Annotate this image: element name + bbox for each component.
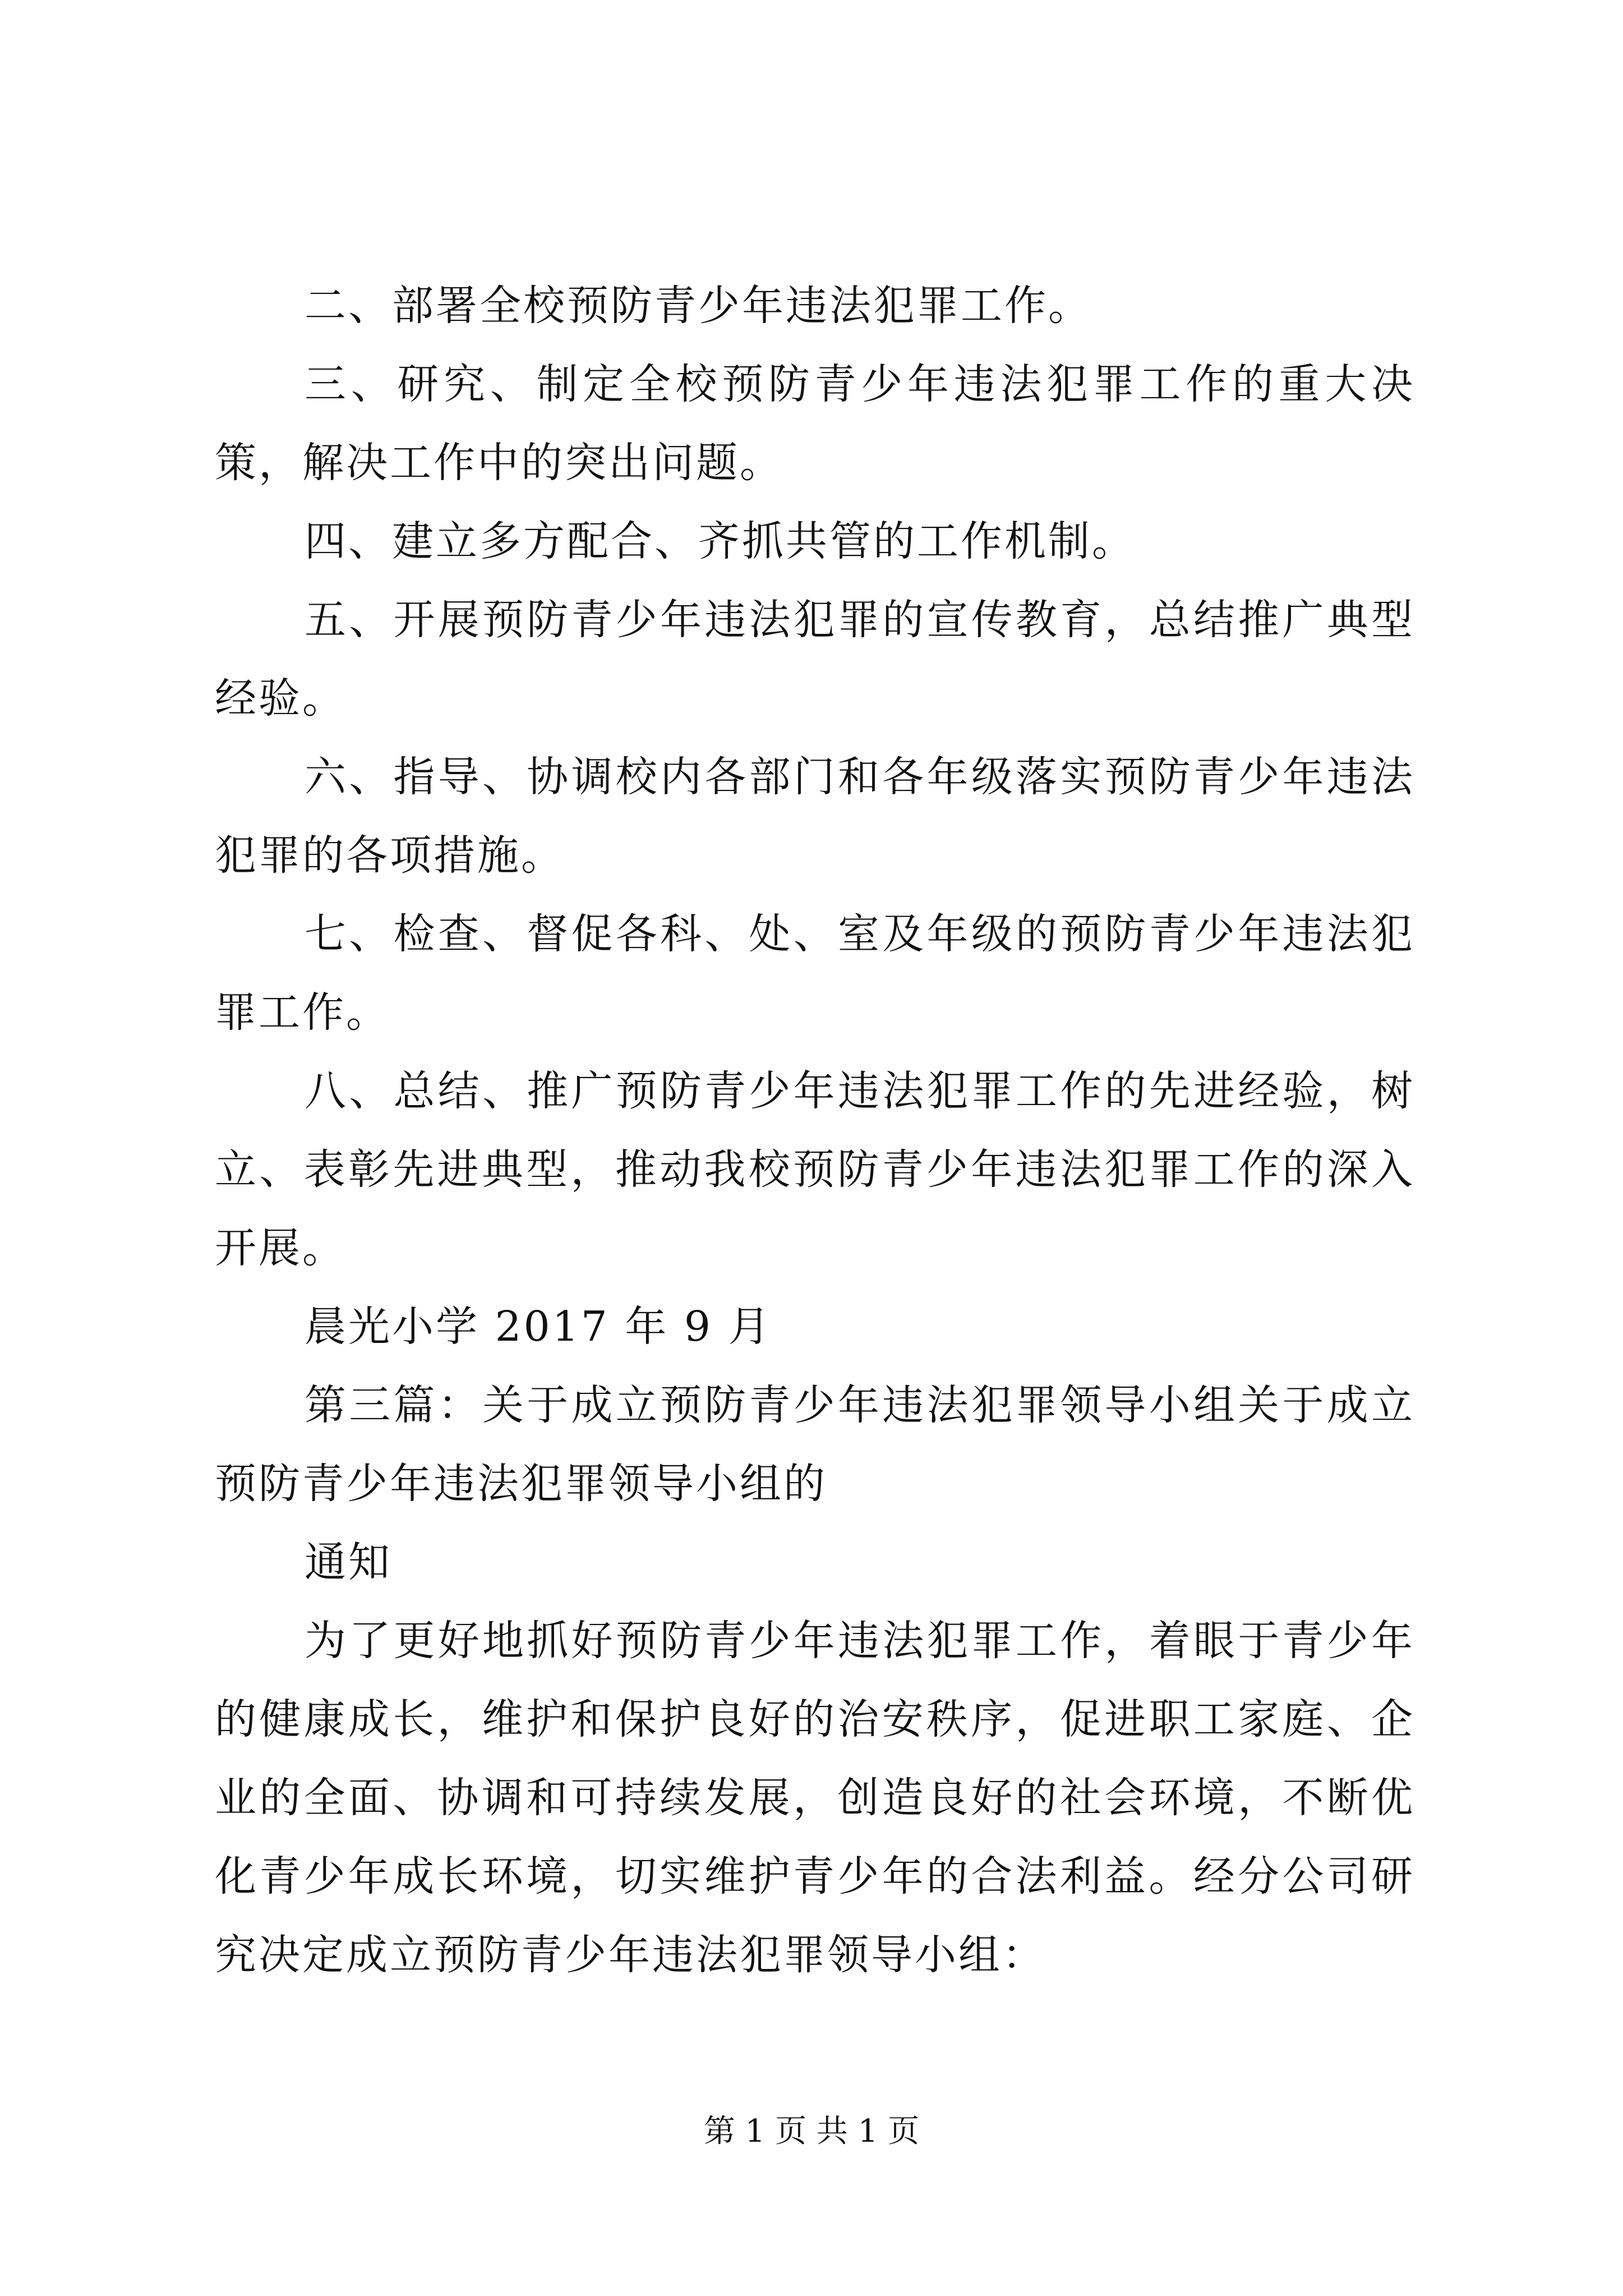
signature-date: 晨光小学 2017 年 9 月 xyxy=(305,1303,772,1351)
notice-title: 通知 xyxy=(305,1538,392,1586)
paragraph-item-6: 六、指导、协调校内各部门和各年级落实预防青少年违法犯罪的各项措施。 xyxy=(215,753,1415,880)
notice-body: 为了更好地抓好预防青少年违法犯罪工作，着眼于青少年的健康成长，维护和保护良好的治安秩序，促进职工家庭、企业的全面、协调和可持续发展，创造良好的社会环境，不断优化青少年成长环境，切实维护青少年的合法利益。经分公司研究决定成立预防青少年违法犯罪领导小组： xyxy=(215,1617,1415,1979)
paragraph-item-4: 四、建立多方配合、齐抓共管的工作机制。 xyxy=(305,517,1136,565)
paragraph-item-2: 二、部署全校预防青少年违法犯罪工作。 xyxy=(305,282,1092,330)
paragraph-item-3: 三、研究、制定全校预防青少年违法犯罪工作的重大决策，解决工作中的突出问题。 xyxy=(215,360,1415,487)
section-heading: 第三篇：关于成立预防青少年违法犯罪领导小组关于成立预防青少年违法犯罪领导小组的 xyxy=(215,1381,1415,1508)
paragraph-item-5: 五、开展预防青少年违法犯罪的宣传教育，总结推广典型经验。 xyxy=(215,596,1415,723)
paragraph-item-8: 八、总结、推广预防青少年违法犯罪工作的先进经验，树立、表彰先进典型，推动我校预防青少年违法犯罪工作的深入开展。 xyxy=(215,1067,1415,1272)
paragraph-item-7: 七、检查、督促各科、处、室及年级的预防青少年违法犯罪工作。 xyxy=(215,910,1415,1037)
page-footer: 第 1 页 共 1 页 xyxy=(703,2113,920,2150)
document-body xyxy=(215,266,1415,1994)
